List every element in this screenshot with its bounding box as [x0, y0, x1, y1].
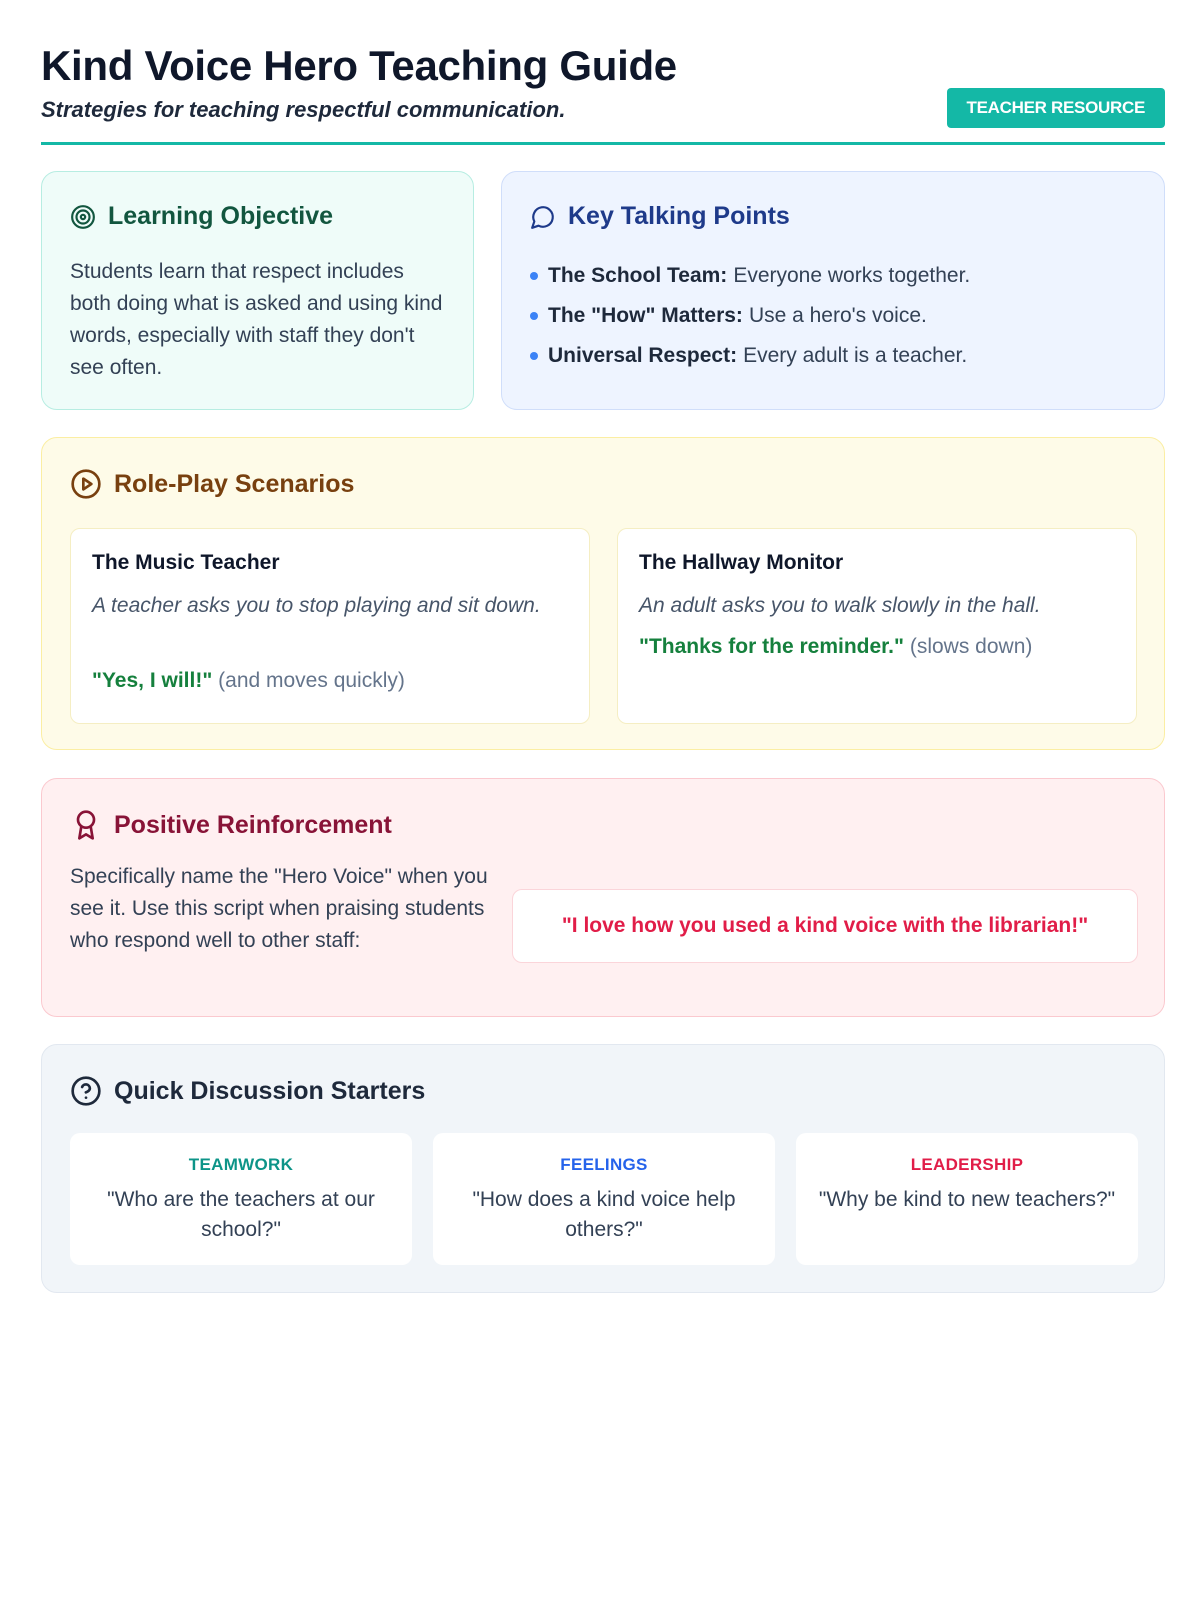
discussion-title: Quick Discussion Starters [114, 1076, 426, 1105]
talking-point-text: Use a hero's voice. [748, 304, 927, 327]
scenario-title: The Hallway Monitor [639, 551, 844, 574]
positive-reinforcement-text: Specifically name the "Hero Voice" when you see it. Use this script when praising students who respond well to other staff: [70, 865, 488, 952]
scenario-response [639, 635, 1032, 659]
scenario-description: An adult asks you to walk slowly in the hall. [639, 594, 1041, 617]
learning-objective-header [70, 202, 333, 231]
scenario-response [92, 669, 405, 693]
scenario-card-music-teacher [70, 528, 590, 724]
list-item [530, 336, 970, 376]
page-title: Kind Voice Hero Teaching Guide [41, 42, 677, 89]
scenario-title: The Music Teacher [92, 551, 280, 574]
positive-reinforcement-card [41, 778, 1165, 1017]
praise-script-box: "I love how you used a kind voice with the librarian!" [512, 889, 1138, 963]
bullet-dot [530, 272, 538, 280]
key-talking-points-title: Key Talking Points [568, 202, 790, 230]
role-play-header [70, 468, 354, 500]
teaching-guide-page [41, 0, 1165, 1241]
discussion-header [70, 1075, 425, 1107]
question-circle-icon [70, 1075, 102, 1107]
bullet-dot [530, 352, 538, 360]
starter-tag: LEADERSHIP [910, 1155, 1024, 1174]
starter-question: "Who are the teachers at our school?" [107, 1188, 375, 1241]
starter-question: "Why be kind to new teachers?" [818, 1188, 1116, 1211]
learning-objective-title: Learning Objective [108, 202, 334, 230]
discussion-starter-teamwork [70, 1133, 412, 1265]
starter-tag: TEAMWORK [188, 1155, 294, 1174]
talking-point-text: Every adult is a teacher. [743, 344, 968, 367]
discussion-starter-feelings [433, 1133, 775, 1265]
award-ribbon-icon [70, 809, 102, 841]
page-header [41, 0, 1165, 145]
positive-reinforcement-header [70, 809, 392, 841]
speech-bubble-icon [530, 204, 556, 230]
response-quote: "Yes, I will!" [92, 669, 213, 692]
target-icon [70, 204, 96, 230]
role-play-scenarios-card [41, 437, 1165, 750]
role-play-title: Role-Play Scenarios [114, 469, 355, 498]
quick-discussion-starters-card [41, 1044, 1165, 1293]
talking-point-text: Everyone works together. [733, 264, 971, 287]
scenario-card-hallway-monitor [617, 528, 1137, 724]
key-talking-points-header [530, 202, 790, 231]
starter-question: "How does a kind voice help others?" [472, 1188, 736, 1241]
teacher-resource-badge: TEACHER RESOURCE [947, 88, 1165, 128]
scenario-description: A teacher asks you to stop playing and sit down. [92, 594, 541, 617]
talking-point-label: The School Team: [548, 264, 728, 287]
list-item [530, 256, 970, 296]
discussion-starter-leadership [796, 1133, 1138, 1265]
talking-point-label: The "How" Matters: [548, 304, 743, 327]
learning-objective-text: Students learn that respect includes both doing what is asked and using kind words, especially with staff they don't see often. [70, 260, 443, 379]
bullet-dot [530, 312, 538, 320]
learning-objective-card [41, 171, 474, 410]
talking-points-list [530, 256, 970, 376]
play-circle-icon [70, 468, 102, 500]
positive-reinforcement-title: Positive Reinforcement [114, 810, 392, 839]
response-quote: "Thanks for the reminder." [639, 635, 904, 658]
key-talking-points-card [501, 171, 1165, 410]
page-subtitle: Strategies for teaching respectful communication. [41, 97, 566, 122]
response-note: (slows down) [909, 635, 1033, 658]
talking-point-label: Universal Respect: [548, 344, 738, 367]
response-note: (and moves quickly) [218, 669, 405, 692]
list-item [530, 296, 970, 336]
starter-tag: FEELINGS [560, 1155, 648, 1174]
